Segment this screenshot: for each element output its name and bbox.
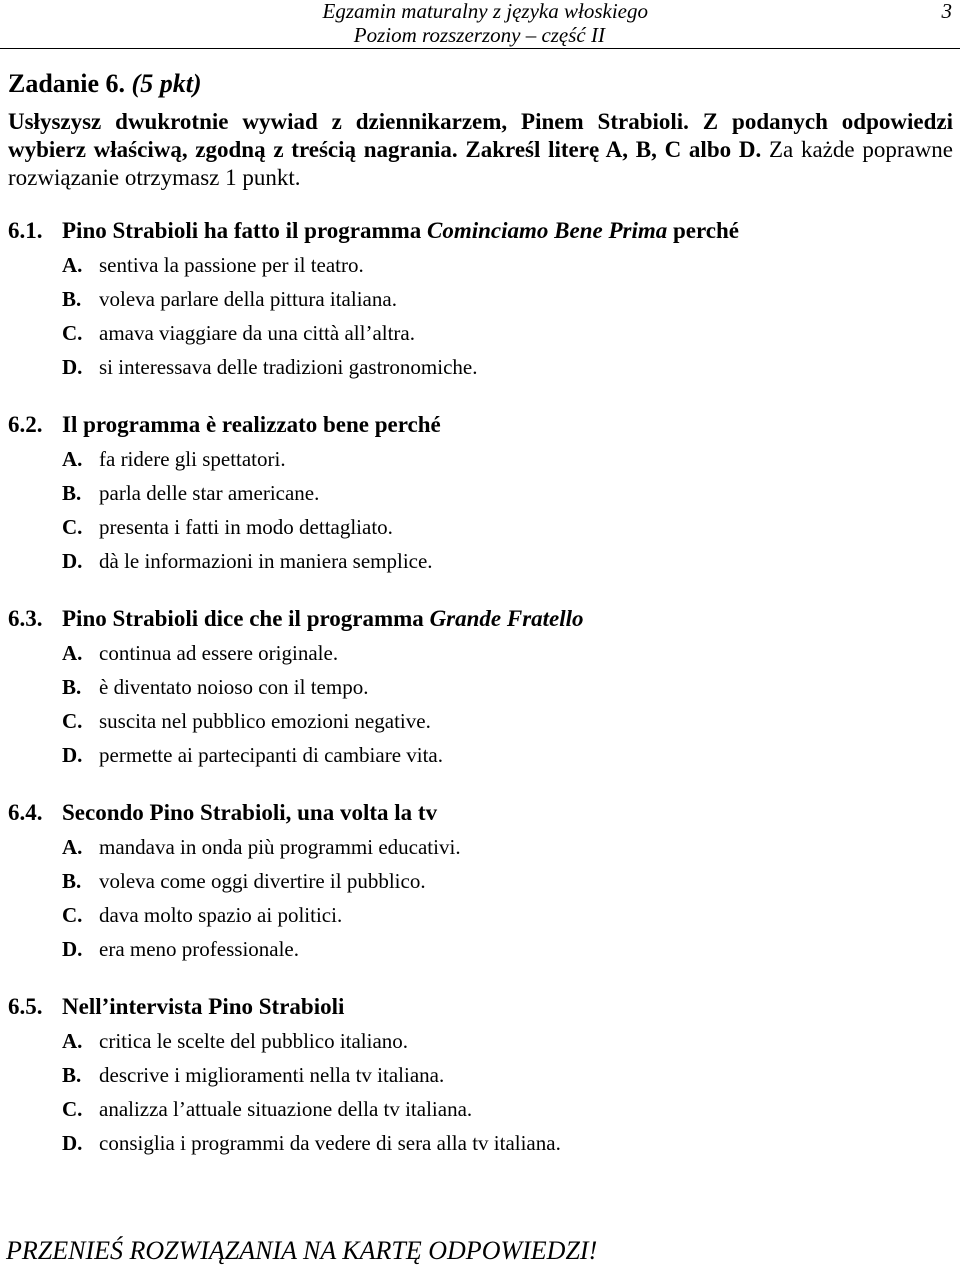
answer-option[interactable] (8, 1024, 953, 1058)
option-text: voleva parlare della pittura italiana. (99, 287, 397, 311)
option-letter[interactable]: B. (62, 481, 82, 505)
answer-option[interactable] (8, 864, 953, 898)
question-number: 6.5. (8, 994, 43, 1019)
option-letter[interactable]: B. (62, 675, 82, 699)
question-list (8, 214, 953, 1160)
answer-option[interactable] (8, 704, 953, 738)
answer-option[interactable] (8, 636, 953, 670)
task-content (8, 68, 953, 1160)
task-points: (5 pkt) (131, 69, 202, 98)
answer-option[interactable] (8, 282, 953, 316)
task-title-prefix: Zadanie 6. (8, 69, 126, 98)
question-prompt-text: Pino Strabioli dice che il programma (62, 606, 430, 631)
option-letter[interactable]: A. (62, 835, 83, 859)
option-text: suscita nel pubblico emozioni negative. (99, 709, 431, 733)
answer-option[interactable] (8, 898, 953, 932)
question-number: 6.3. (8, 606, 43, 631)
answer-option[interactable] (8, 1092, 953, 1126)
option-text: permette ai partecipanti di cambiare vita. (99, 743, 443, 767)
page-number: 3 (941, 0, 952, 23)
question-prompt-tail: perché (667, 218, 740, 243)
question-heading (8, 214, 953, 248)
option-letter[interactable]: C. (62, 903, 83, 927)
option-letter[interactable]: D. (62, 937, 83, 961)
question-prompt-text: Il programma è realizzato bene perché (62, 412, 441, 437)
question-prompt-text: Pino Strabioli ha fatto il programma (62, 218, 428, 243)
question-block (8, 602, 953, 772)
question-prompt-text: Nell’intervista Pino Strabioli (62, 994, 345, 1019)
answer-option[interactable] (8, 738, 953, 772)
option-text: consiglia i programmi da vedere di sera alla tv italiana. (99, 1131, 561, 1155)
option-text: amava viaggiare da una città all’altra. (99, 321, 415, 345)
option-text: fa ridere gli spettatori. (99, 447, 286, 471)
question-heading (8, 408, 953, 442)
page-header (0, 0, 960, 48)
question-prompt (62, 990, 344, 1024)
question-heading (8, 796, 953, 830)
exam-level: Poziom rozszerzony – część II (353, 23, 605, 47)
answer-option[interactable] (8, 544, 953, 578)
option-letter[interactable]: C. (62, 709, 83, 733)
option-text: analizza l’attuale situazione della tv italiana. (99, 1097, 473, 1121)
question-prompt-text: Secondo Pino Strabioli, una volta la tv (62, 800, 438, 825)
programme-title: Grande Fratello (429, 606, 584, 631)
answer-option[interactable] (8, 350, 953, 384)
question-block (8, 796, 953, 966)
option-text: critica le scelte del pubblico italiano. (99, 1029, 409, 1053)
option-letter[interactable]: C. (62, 515, 83, 539)
option-text: si interessava delle tradizioni gastronomiche. (99, 355, 478, 379)
exam-title: Egzamin maturalny z języka włoskiego (322, 0, 648, 23)
option-letter[interactable]: A. (62, 1029, 83, 1053)
option-letter[interactable]: B. (62, 869, 82, 893)
option-text: descrive i miglioramenti nella tv italiana. (99, 1063, 445, 1087)
scoring-text: Za każde poprawne rozwiązanie otrzymasz 1 punkt. (8, 137, 953, 190)
question-number: 6.1. (8, 218, 43, 243)
option-letter[interactable]: D. (62, 1131, 83, 1155)
instructions-text: Usłyszysz dwukrotnie wywiad z dziennikarzem, Pinem Strabioli. Z podanych odpowiedzi wybierz właściwą, zgodną z treścią nagrania. Zakreśl literę A, B, C albo D. (8, 109, 953, 162)
option-letter[interactable]: D. (62, 355, 83, 379)
option-letter[interactable]: D. (62, 549, 83, 573)
question-prompt (62, 602, 584, 636)
option-letter[interactable]: A. (62, 253, 83, 277)
option-letter[interactable]: A. (62, 447, 83, 471)
question-prompt (62, 408, 441, 442)
answer-option[interactable] (8, 316, 953, 350)
answer-option[interactable] (8, 1126, 953, 1160)
question-block (8, 990, 953, 1160)
option-text: voleva come oggi divertire il pubblico. (99, 869, 426, 893)
header-divider (0, 48, 960, 49)
question-block (8, 214, 953, 384)
option-letter[interactable]: C. (62, 321, 83, 345)
answer-option[interactable] (8, 932, 953, 966)
transfer-answers-note: PRZENIEŚ ROZWIĄZANIA NA KARTĘ ODPOWIEDZI! (6, 1236, 598, 1265)
option-text: era meno professionale. (99, 937, 300, 961)
option-letter[interactable]: A. (62, 641, 83, 665)
option-text: dà le informazioni in maniera semplice. (99, 549, 433, 573)
answer-option[interactable] (8, 670, 953, 704)
option-text: dava molto spazio ai politici. (99, 903, 343, 927)
option-text: è diventato noioso con il tempo. (99, 675, 369, 699)
question-block (8, 408, 953, 578)
answer-option[interactable] (8, 476, 953, 510)
option-letter[interactable]: B. (62, 287, 82, 311)
answer-option[interactable] (8, 1058, 953, 1092)
task-title (8, 68, 953, 100)
option-letter[interactable]: D. (62, 743, 83, 767)
answer-option[interactable] (8, 510, 953, 544)
question-prompt (62, 214, 739, 248)
programme-title: Cominciamo Bene Prima (427, 218, 668, 243)
question-number: 6.4. (8, 800, 43, 825)
question-prompt (62, 796, 437, 830)
task-instructions (8, 108, 953, 192)
option-text: presenta i fatti in modo dettagliato. (99, 515, 393, 539)
option-text: mandava in onda più programmi educativi. (99, 835, 461, 859)
answer-option[interactable] (8, 442, 953, 476)
option-text: sentiva la passione per il teatro. (99, 253, 364, 277)
answer-option[interactable] (8, 830, 953, 864)
option-letter[interactable]: C. (62, 1097, 83, 1121)
option-letter[interactable]: B. (62, 1063, 82, 1087)
question-heading (8, 602, 953, 636)
option-text: continua ad essere originale. (99, 641, 339, 665)
option-text: parla delle star americane. (99, 481, 320, 505)
question-heading (8, 990, 953, 1024)
answer-option[interactable] (8, 248, 953, 282)
question-number: 6.2. (8, 412, 43, 437)
